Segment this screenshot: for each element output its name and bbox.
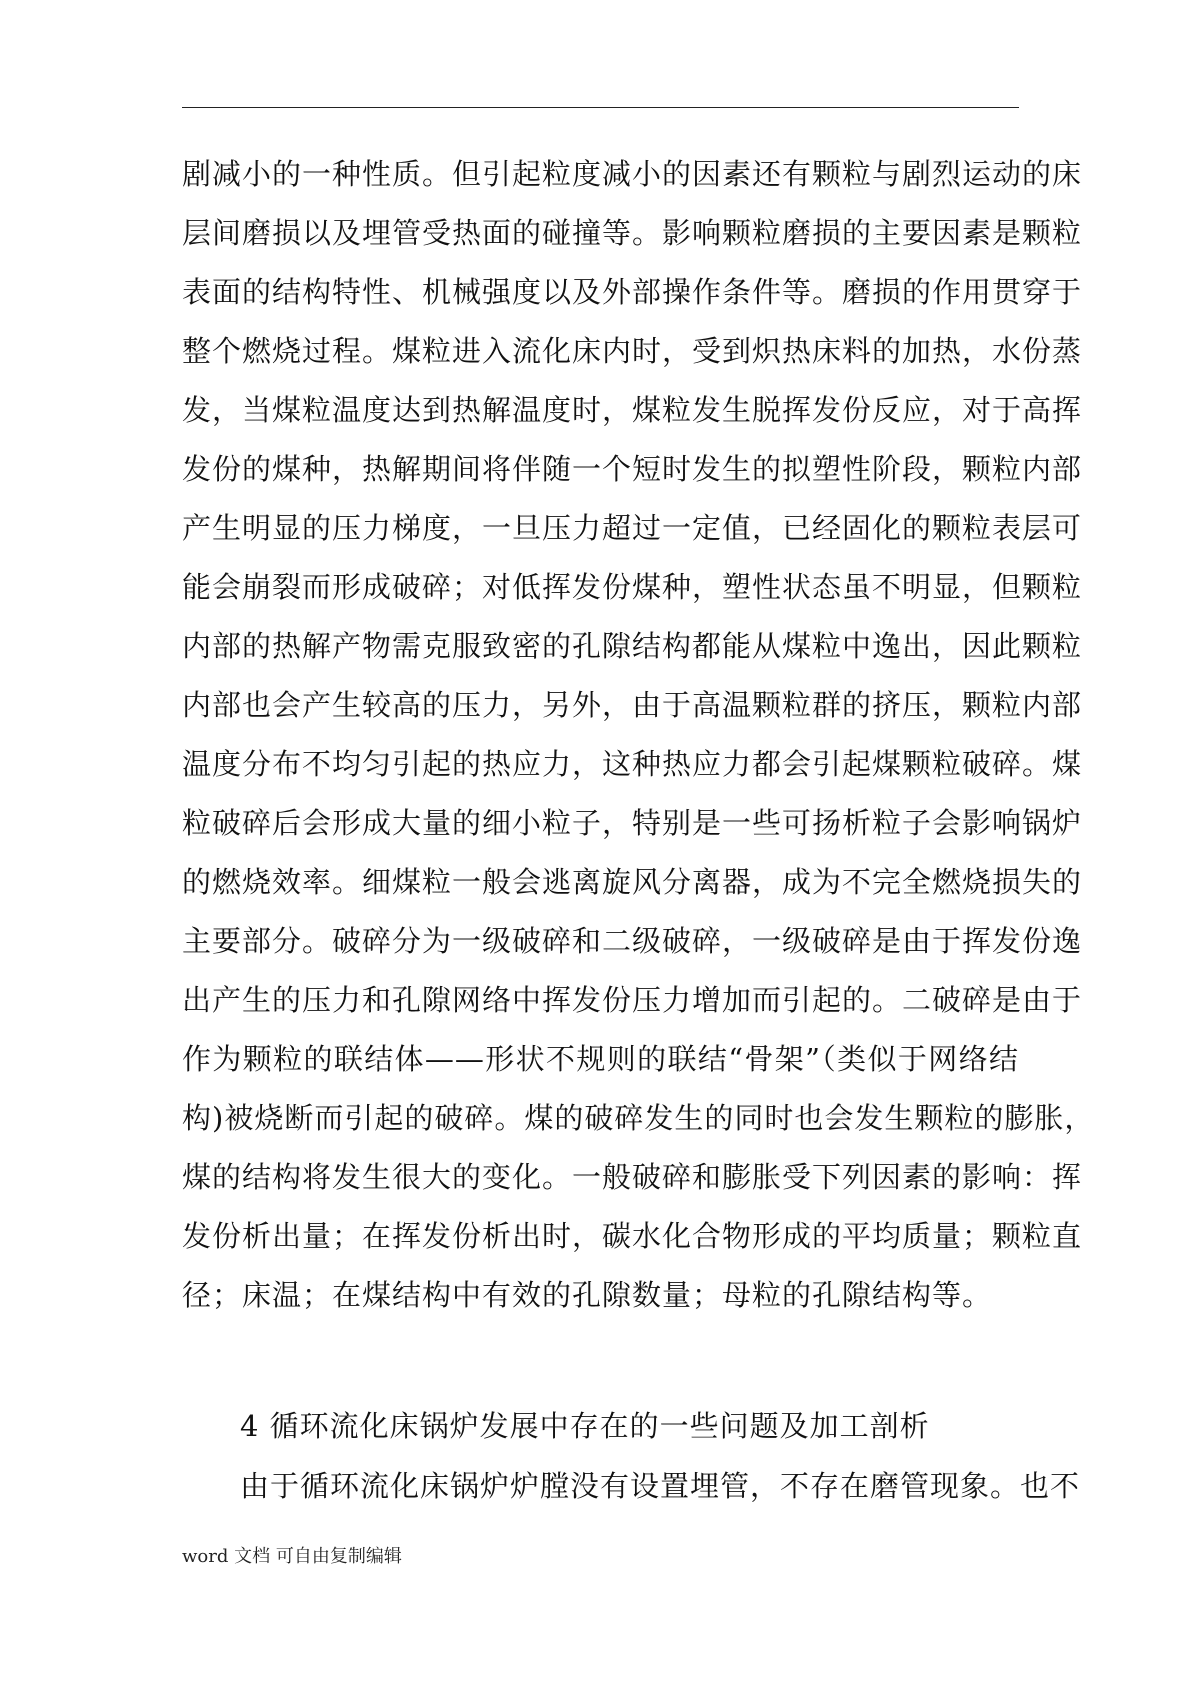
section-heading: 4 循环流化床锅炉发展中存在的一些问题及加工剖析 — [240, 1409, 930, 1443]
paragraph-line: 内部的热解产物需克服致密的孔隙结构都能从煤粒中逸出，因此颗粒 — [182, 629, 1083, 663]
next-paragraph-line: 由于循环流化床锅炉炉膛没有设置埋管，不存在磨管现象。也不 — [240, 1469, 1081, 1503]
footer-note: word 文档 可自由复制编辑 — [182, 1546, 402, 1567]
paragraph-line: 煤的结构将发生很大的变化。一般破碎和膨胀受下列因素的影响：挥 — [182, 1160, 1083, 1194]
paragraph-line: 主要部分。破碎分为一级破碎和二级破碎，一级破碎是由于挥发份逸 — [182, 924, 1083, 958]
paragraph-line: 粒破碎后会形成大量的细小粒子，特别是一些可扬析粒子会影响锅炉 — [182, 806, 1083, 840]
paragraph-line: 剧减小的一种性质。但引起粒度减小的因素还有颗粒与剧烈运动的床 — [182, 157, 1083, 191]
paragraph-line: 发，当煤粒温度达到热解温度时，煤粒发生脱挥发份反应，对于高挥 — [182, 393, 1083, 427]
paragraph-body — [182, 145, 1095, 1325]
paragraph-line: 温度分布不均匀引起的热应力，这种热应力都会引起煤颗粒破碎。煤 — [182, 747, 1083, 781]
paragraph-line: 径；床温；在煤结构中有效的孔隙数量；母粒的孔隙结构等。 — [182, 1278, 993, 1312]
paragraph-line: 层间磨损以及埋管受热面的碰撞等。影响颗粒磨损的主要因素是颗粒 — [182, 216, 1083, 250]
paragraph-line: 产生明显的压力梯度，一旦压力超过一定值，已经固化的颗粒表层可 — [182, 511, 1083, 545]
paragraph-line: 能会崩裂而形成破碎；对低挥发份煤种，塑性状态虽不明显，但颗粒 — [182, 570, 1083, 604]
paragraph-line: 作为颗粒的联结体——形状不规则的联结“骨架”（类似于网络结 — [182, 1042, 1019, 1076]
paragraph-line: 表面的结构特性、机械强度以及外部操作条件等。磨损的作用贯穿于 — [182, 275, 1083, 309]
paragraph-line: 内部也会产生较高的压力，另外，由于高温颗粒群的挤压，颗粒内部 — [182, 688, 1083, 722]
paragraph-line: 发份的煤种，热解期间将伴随一个短时发生的拟塑性阶段，颗粒内部 — [182, 452, 1083, 486]
paragraph-line: 发份析出量；在挥发份析出时，碳水化合物形成的平均质量；颗粒直 — [182, 1219, 1083, 1253]
paragraph-line: 整个燃烧过程。煤粒进入流化床内时，受到炽热床料的加热，水份蒸 — [182, 334, 1083, 368]
paragraph-line: 出产生的压力和孔隙网络中挥发份压力增加而引起的。二破碎是由于 — [182, 983, 1083, 1017]
paragraph-line: 构)被烧断而引起的破碎。煤的破碎发生的同时也会发生颗粒的膨胀， — [182, 1101, 1095, 1135]
paragraph-line: 的燃烧效率。细煤粒一般会逃离旋风分离器，成为不完全燃烧损失的 — [182, 865, 1083, 899]
header-rule — [182, 107, 1019, 108]
